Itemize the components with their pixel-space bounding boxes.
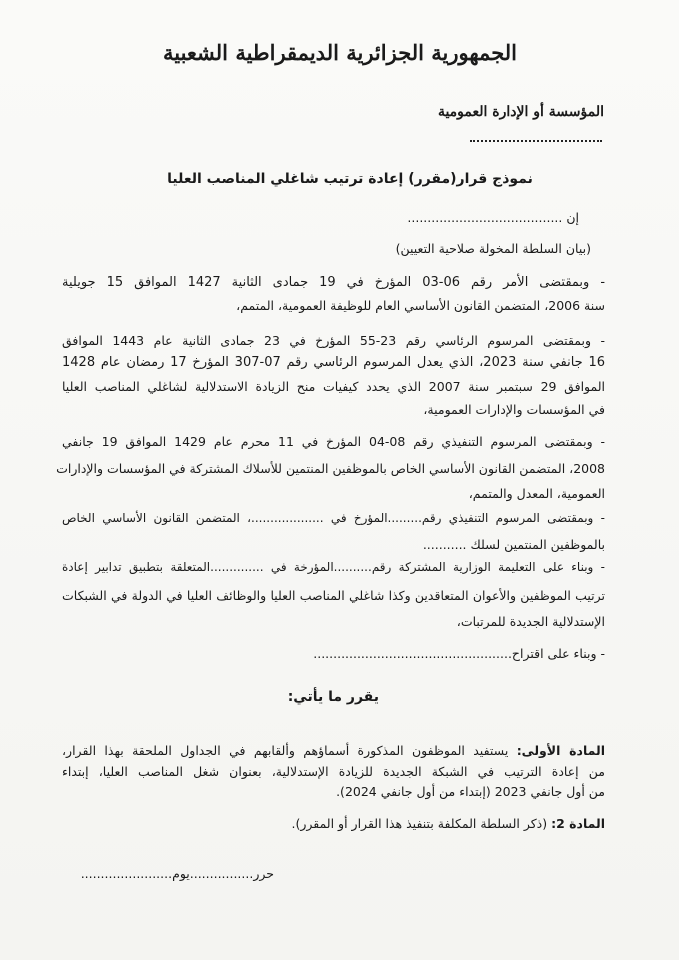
recital-4-line-1: - وبمقتضى المرسوم التنفيذي رقم.........المؤرخ في ...................، المتضمن القانون الأساسي الخاص [62, 511, 605, 525]
recital-5-line-3: الإستدلالية الجديدة للمرتبات، [456, 614, 605, 629]
recital-2-line-4: في المؤسسات والإدارات العمومية، [423, 402, 605, 417]
recital-3-line-2: 2008، المتضمن القانون الأساسي الخاص بالموظفين المنتمين للأسلاك المشتركة في المؤسسات والإدارات [56, 461, 605, 476]
authority-note: (بيان السلطة المخولة صلاحية التعيين) [395, 241, 591, 256]
recital-3-line-1: - وبمقتضى المرسوم التنفيذي رقم 08-04 المؤرخ في 11 محرم عام 1429 الموافق 19 جانفي [62, 434, 605, 449]
institution-dotted-line [470, 138, 602, 142]
article-2-label: المادة 2: [551, 816, 605, 831]
article-1-line-1 [62, 743, 605, 758]
article-1-label: المادة الأولى: [516, 743, 605, 758]
authority-line: إن ....................................... [407, 210, 579, 225]
recital-5-line-2: ترتيب الموظفين والأعوان المتعاقدين وكذا شاغلي المناصب العليا والوظائف العليا في الدولة في الشبكات [62, 588, 605, 603]
signature-line: حرر................يوم....................... [80, 866, 274, 881]
recital-2-line-3: الموافق 29 سبتمبر سنة 2007 الذي يحدد كيفيات منح الزيادة الاستدلالية لشاغلي المناصب العليا [62, 379, 606, 394]
recital-6-line-1: - وبناء على اقتراح.................................................. [313, 646, 605, 661]
republic-header: الجمهورية الجزائرية الديمقراطية الشعبية [162, 40, 517, 65]
recital-2-line-1: - وبمقتضى المرسوم الرئاسي رقم 23-55 المؤرخ في 23 جمادى الثانية عام 1443 الموافق [62, 333, 606, 348]
article-2-text: (ذكر السلطة المكلفة بتنفيذ هذا القرار أو المقرر). [291, 816, 552, 831]
recital-3-line-3: العمومية، المعدل والمتمم، [468, 486, 605, 501]
article-1-line-2: من إعادة الترتيب في الشبكة الجديدة للزيادة الإستدلالية، بعنوان شغل المناصب العليا، إبتداء [62, 764, 605, 779]
institution-label: المؤسسة أو الإدارة العمومية [437, 104, 604, 120]
recital-5-line-1: - وبناء على التعليمة الوزارية المشتركة رقم..........المؤرخة في ..............المتعلقة بتطبيق تدابير إعادة [62, 560, 605, 574]
article-1-text: يستفيد الموظفون المذكورة أسماؤهم وألقابهم في الجداول الملحقة بهذا القرار، [62, 743, 517, 758]
article-1-line-3: من أول جانفي 2023 (إبتداء من أول جانفي 2024). [336, 784, 605, 799]
recital-1-line-2: سنة 2006، المتضمن القانون الأساسي العام للوظيفة العمومية، المتمم، [236, 298, 605, 313]
recital-4-line-2: بالموظفين المنتمين لسلك ........... [422, 537, 605, 552]
recital-2-line-2: 16 جانفي سنة 2023، الذي يعدل المرسوم الرئاسي رقم 07-307 المؤرخ 17 رمضان عام 1428 [62, 355, 605, 370]
recital-1-line-1: - وبمقتضى الأمر رقم 06-03 المؤرخ في 19 جمادى الثانية 1427 الموافق 15 جويلية [62, 275, 606, 290]
article-2-line [291, 816, 605, 831]
decides-heading: يقرر ما يأتي: [287, 689, 379, 705]
document-title: نموذج قرار(مقرر) إعادة ترتيب شاغلي المناصب العليا [167, 171, 533, 187]
